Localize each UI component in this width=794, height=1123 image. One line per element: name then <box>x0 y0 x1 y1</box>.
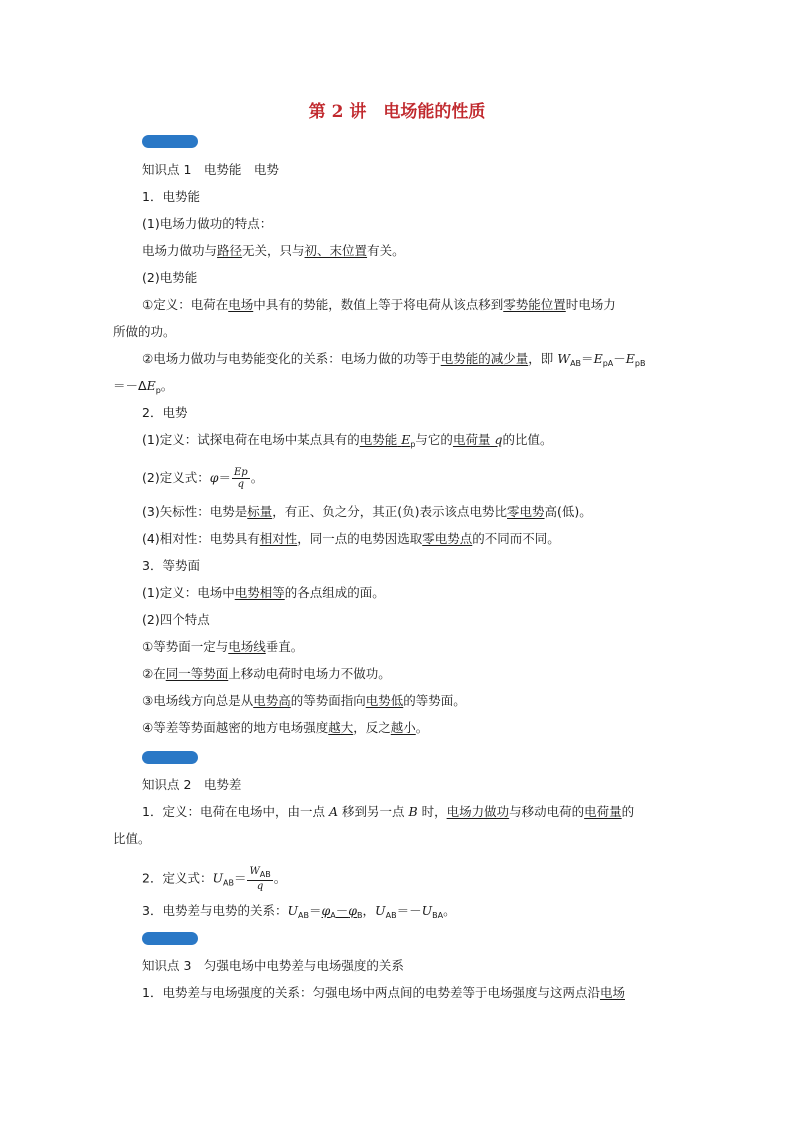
kp1-s3-2: (2)四个特点 <box>142 612 210 627</box>
kp1-s2-1: (1)定义：试探电荷在电场中某点具有的电势能 $E_p$与它的电荷量 q的比值。 <box>142 432 553 449</box>
kp1-s2-2: (2)定义式：φ＝ $\frac{Ep}{q}$ 。 <box>142 467 264 490</box>
kp1-feature-4: ④等差等势面越密的地方电场强度越大，反之越小。 <box>142 720 429 735</box>
kp3-d1: 1．电势差与电场强度的关系：匀强电场中两点间的电势差等于电场强度与这两点沿电场 <box>142 985 625 1000</box>
voltage-fraction: $\frac{W_{AB}}{q}$ <box>249 866 271 892</box>
kp1-s1-1: (1)电场力做功的特点： <box>142 216 273 231</box>
kp2-d3: 3．电势差与电势的关系：$U_{AB}=\varphi_A-\varphi_B$，$U_{AB}=-U_{BA}$。 <box>142 903 456 920</box>
kp1-feature-1: ①等势面一定与电场线垂直。 <box>142 639 304 654</box>
kp1-s3-1: (1)定义：电场中电势相等的各点组成的面。 <box>142 585 385 600</box>
kp2-d2: 2．定义式：$U_{AB}=$ $\frac{W_{AB}}{q}$ 。 <box>142 866 287 892</box>
kp1-heading: 知识点 1 电势能 电势 <box>142 162 279 177</box>
kp1-def-line1: ①定义：电荷在电场中具有的势能，数值上等于将电荷从该点移到零势能位置时电场力 <box>142 297 616 312</box>
kp1-s2: 2．电势 <box>142 405 188 420</box>
kp1-s1-1-text: 电场力做功与路径无关，只与初、末位置有关。 <box>142 243 405 258</box>
lesson-title: 第 2 讲 电场能的性质 <box>308 102 486 122</box>
kp3-heading: 知识点 3 匀强电场中电势差与电场强度的关系 <box>142 958 404 973</box>
kp1-s2-3: (3)矢标性：电势是标量，有正、负之分，其正(负)表示该点电势比零电势高(低)。 <box>142 504 592 519</box>
kp2-d1-line2: 比值。 <box>113 831 151 846</box>
kp2-heading: 知识点 2 电势差 <box>142 777 242 792</box>
section-badge <box>142 751 198 764</box>
kp1-feature-3: ③电场线方向总是从电势高的等势面指向电势低的等势面。 <box>142 693 466 708</box>
section-badge <box>142 135 198 148</box>
kp1-feature-2: ②在同一等势面上移动电荷时电场力不做功。 <box>142 666 391 681</box>
kp1-s1: 1．电势能 <box>142 189 200 204</box>
kp1-rel-line2: $=-\Delta E_p$。 <box>113 378 174 395</box>
kp1-s2-4: (4)相对性：电势具有相对性，同一点的电势因选取零电势点的不同而不同。 <box>142 531 560 546</box>
potential-fraction: $\frac{Ep}{q}$ <box>234 467 248 490</box>
kp1-rel-line1: ②电场力做功与电势能变化的关系：电场力做的功等于电势能的减少量，即 $W_{AB}=E_{pA}-E_{pB}$ <box>142 351 646 368</box>
kp1-s3: 3．等势面 <box>142 558 200 573</box>
kp1-def-line2: 所做的功。 <box>113 324 176 339</box>
kp2-d1-line1: 1．定义：电荷在电场中，由一点 A 移到另一点 B 时，电场力做功与移动电荷的电荷量的 <box>142 804 635 819</box>
kp1-s1-2: (2)电势能 <box>142 270 198 285</box>
section-badge <box>142 932 198 945</box>
